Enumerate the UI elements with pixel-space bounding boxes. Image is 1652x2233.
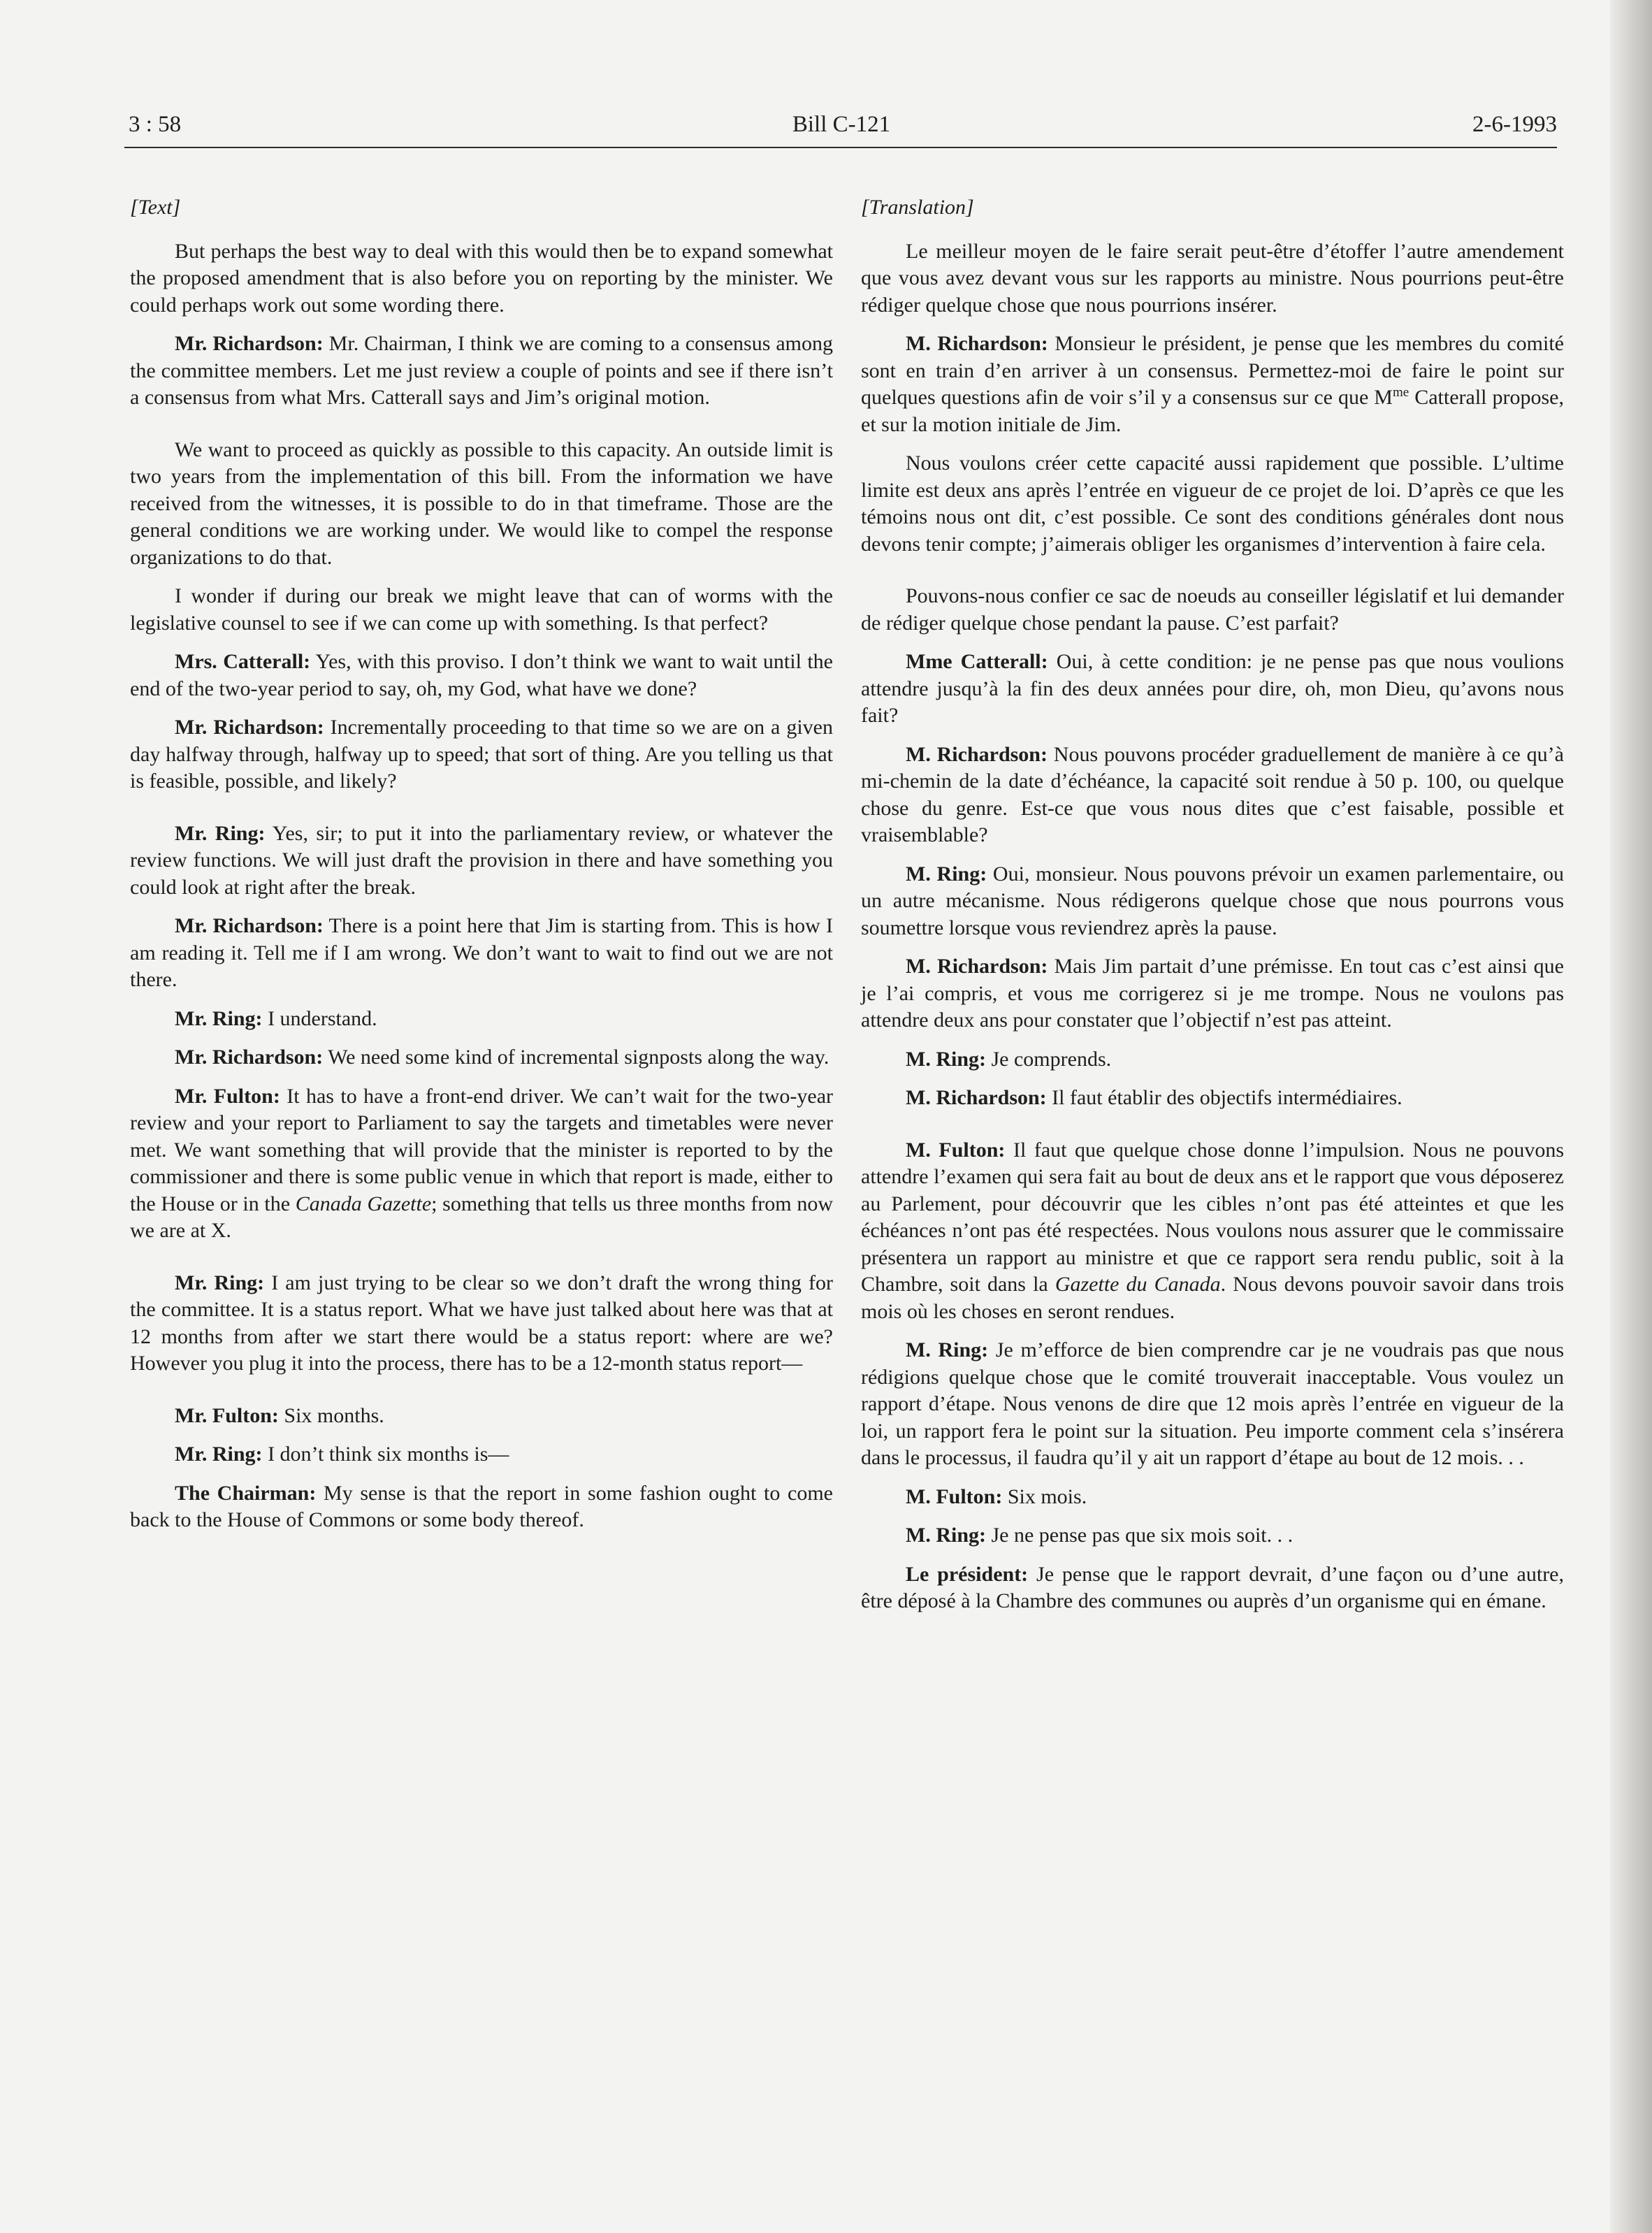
paragraph: M. Ring: Je ne pense pas que six mois soit. . . bbox=[906, 1524, 1294, 1547]
bill-title: Bill C-121 bbox=[792, 112, 891, 137]
column-label: [Translation] bbox=[861, 196, 974, 219]
speaker-name: M. Ring: bbox=[906, 1524, 986, 1547]
paragraph: Le président: Je pense que le rapport devrait, d’une façon ou d’une autre, être déposé à la Chambre des communes ou auprès d’un organisme qui en émane. bbox=[861, 1562, 1564, 1612]
column-label: [Text] bbox=[130, 196, 181, 219]
paragraph: Mr. Ring: I am just trying to be clear so we don’t draft the wrong thing for the committee. It is a status report. What we have just talked about here was that at 12 months from after we start there would be a status report: where are we? However you plug it into the process, there has to be a 12-month status report— bbox=[130, 1271, 833, 1375]
paragraph: Mrs. Catterall: Yes, with this proviso. I don’t think we want to wait until the end of the two-year period to say, oh, my God, what have we done? bbox=[130, 650, 833, 700]
speaker-name: Mr. Fulton: bbox=[175, 1084, 280, 1108]
french-column bbox=[861, 194, 1564, 1627]
speaker-name: Mr. Ring: bbox=[175, 1271, 265, 1294]
paragraph: Mme Catterall: Oui, à cette condition: je ne pense pas que nous voulions attendre jusqu’à la fin des deux années pour dire, oh, mon Dieu, qu’avons nous fait? bbox=[861, 650, 1564, 727]
page-number: 3 : 58 bbox=[129, 112, 182, 137]
paragraph: M. Richardson: Nous pouvons procéder graduellement de manière à ce qu’à mi-chemin de la date d’échéance, la capacité soit rendue à 50 p. 100, ou quelque chose du genre. Est-ce que vous nous dites que c’est faisable, possible et vraisemblable? bbox=[861, 742, 1564, 846]
speaker-name: M. Richardson: bbox=[906, 955, 1048, 978]
paragraph: Mr. Ring: I understand. bbox=[175, 1006, 377, 1030]
sitting-date: 2-6-1993 bbox=[1472, 112, 1557, 137]
speaker-name: Mr. Richardson: bbox=[175, 716, 324, 739]
speaker-name: Mr. Richardson: bbox=[175, 914, 324, 937]
speaker-name: The Chairman: bbox=[175, 1481, 317, 1505]
paragraph: M. Ring: Je comprends. bbox=[906, 1047, 1112, 1071]
speaker-name: M. Fulton: bbox=[906, 1138, 1006, 1162]
paragraph: M. Richardson: Il faut établir des objectifs intermédiaires. bbox=[906, 1086, 1403, 1109]
paragraph: Mr. Richardson: There is a point here that Jim is starting from. This is how I am reading it. Tell me if I am wrong. We don’t want to wait to find out we are not there. bbox=[130, 914, 833, 991]
paragraph: Pouvons-nous confier ce sac de noeuds au conseiller législatif et lui demander de rédiger quelque chose pendant la pause. C’est parfait? bbox=[861, 584, 1564, 635]
paragraph: M. Fulton: Il faut que quelque chose donne l’impulsion. Nous ne pouvons attendre l’examen qui sera fait au bout de deux ans et le rapport que vous déposerez au Parlement, pour découvrir que les cibles n’ont pas été atteintes et que les échéances n’ont pas été respectées. Nous voulons nous assurer que le commissaire présentera un rapport au ministre et que ce rapport sera rendu public, soit à la Chambre, soit dans la Gazette du Canada. Nous devons pouvoir savoir dans trois mois où les choses en seront rendues. bbox=[861, 1138, 1565, 1323]
speaker-name: M. Ring: bbox=[906, 1047, 986, 1071]
speaker-name: Mr. Richardson: bbox=[175, 332, 324, 355]
paragraph: M. Richardson: Mais Jim partait d’une prémisse. En tout cas c’est ainsi que je l’ai compris, et vous me corrigerez si je me trompe. Nous ne voulons pas attendre deux ans pour constater que l’objectif n’est pas atteint. bbox=[861, 955, 1564, 1032]
speaker-name: M. Fulton: bbox=[906, 1484, 1003, 1508]
paragraph: M. Ring: Oui, monsieur. Nous pouvons prévoir un examen parlementaire, ou un autre mécanisme. Nous rédigerons quelque chose que nous pourrons vous soumettre lorsque vous reviendrez après la pause. bbox=[861, 862, 1564, 939]
paragraph: The Chairman: My sense is that the report in some fashion ought to come back to the House of Commons or some body thereof. bbox=[130, 1481, 833, 1531]
header-rule bbox=[124, 147, 1557, 148]
paragraph: M. Fulton: Six mois. bbox=[906, 1484, 1087, 1508]
paragraph: M. Richardson: Monsieur le président, je pense que les membres du comité sont en train d’en arriver à un consensus. Permettez-moi de faire le point sur quelques questions afin de voir s’il y a consensus sur ce que $M^{me}$ Catterall propose, et sur la motion initiale de Jim. bbox=[861, 332, 1564, 436]
speaker-name: Mr. Ring: bbox=[175, 1006, 263, 1030]
speaker-name: Mr. Ring: bbox=[175, 821, 266, 845]
speaker-name: Mrs. Catterall: bbox=[175, 650, 311, 673]
speaker-name: Mr. Ring: bbox=[175, 1443, 263, 1466]
running-header bbox=[126, 112, 1557, 147]
speaker-name: Le président: bbox=[906, 1562, 1029, 1586]
english-column bbox=[130, 194, 833, 1546]
paragraph: Le meilleur moyen de le faire serait peut-être d’étoffer l’autre amendement que vous avez devant vous sur les rapports au ministre. Nous pourrions peut-être rédiger quelque chose que nous pourrions insérer. bbox=[861, 239, 1564, 317]
paragraph: Mr. Fulton: Six months. bbox=[175, 1403, 384, 1427]
paragraph: Mr. Richardson: We need some kind of incremental signposts along the way. bbox=[175, 1046, 829, 1069]
speaker-name: M. Ring: bbox=[906, 862, 987, 886]
paragraph: Nous voulons créer cette capacité aussi rapidement que possible. L’ultime limite est deux ans après l’entrée en vigueur de ce projet de loi. D’après ce que les témoins nous ont dit, c’est possible. Ce sont des conditions générales dont nous devons tenir compte; j’aimerais obliger les organismes d’intervention à faire cela. bbox=[861, 451, 1564, 556]
speaker-name: Mme Catterall: bbox=[906, 650, 1048, 673]
paragraph: Mr. Fulton: It has to have a front-end driver. We can’t wait for the two-year review and your report to Parliament to say the targets and timetables were never met. We want something that will provide that the minister is reported to by the commissioner and there is some public venue in which that report is made, either to the House or in the Canada Gazette; something that tells us three months from now we are at X. bbox=[130, 1084, 833, 1242]
speaker-name: Mr. Richardson: bbox=[175, 1046, 324, 1069]
paragraph: We want to proceed as quickly as possible to this capacity. An outside limit is two years from the implementation of this bill. From the information we have received from the witnesses, it is possible to do in that timeframe. Those are the general conditions we are working under. We would like to compel the response organizations to do that. bbox=[130, 438, 833, 569]
speaker-name: Mr. Fulton: bbox=[175, 1403, 279, 1427]
speaker-name: M. Richardson: bbox=[906, 1086, 1047, 1109]
speaker-name: M. Richardson: bbox=[906, 742, 1048, 766]
paragraph: I wonder if during our break we might leave that can of worms with the legislative counsel to see if we can come up with something. Is that perfect? bbox=[130, 584, 833, 635]
paragraph: Mr. Richardson: Incrementally proceeding to that time so we are on a given day halfway through, halfway up to speed; that sort of thing. Are you telling us that is feasible, possible, and likely? bbox=[130, 716, 833, 793]
paragraph: Mr. Ring: Yes, sir; to put it into the parliamentary review, or whatever the review functions. We will just draft the provision in there and have something you could look at right after the break. bbox=[130, 821, 833, 899]
paragraph: Mr. Ring: I don’t think six months is— bbox=[175, 1443, 509, 1466]
page-edge-shadow bbox=[1610, 0, 1652, 2233]
paragraph: Mr. Richardson: Mr. Chairman, I think we are coming to a consensus among the committee members. Let me just review a couple of points and see if there isn’t a consensus from what Mrs. Catterall says and Jim’s original motion. bbox=[130, 332, 834, 409]
paragraph: M. Ring: Je m’efforce de bien comprendre car je ne voudrais pas que nous rédigions quelque chose que le comité trouverait inacceptable. Vous voulez un rapport d’étape. Nous venons de dire que 12 mois après l’entrée en vigueur de la loi, un rapport fera le point sur la situation. Peu importe comment cela s’insérera dans le processus, il faudra qu’il y ait un rapport d’étape au bout de 12 mois. . . bbox=[861, 1338, 1564, 1469]
paragraph: But perhaps the best way to deal with this would then be to expand somewhat the proposed amendment that is also before you on reporting by the minister. We could perhaps work out some wording there. bbox=[130, 239, 833, 317]
speaker-name: M. Richardson: bbox=[906, 332, 1048, 355]
speaker-name: M. Ring: bbox=[906, 1338, 989, 1361]
